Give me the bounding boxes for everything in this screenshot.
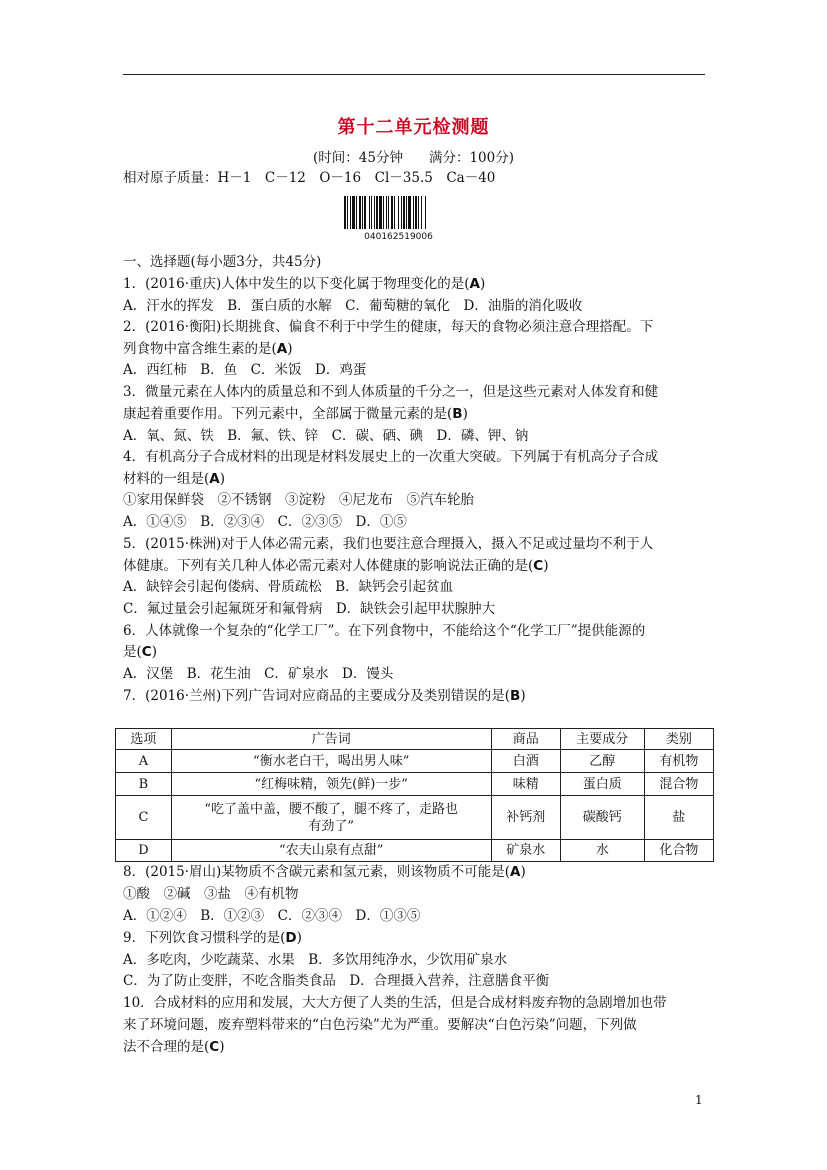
question-4-stem-cont: 材料的一组是(A) [123, 471, 226, 487]
question-4-options: A．①④⑤ B．②③④ C．②③⑤ D．①⑤ [123, 514, 407, 530]
table-header-row [116, 729, 714, 750]
question-8-options: A．①②④ B．①②③ C．②③④ D．①③⑤ [123, 908, 421, 924]
table-row [116, 750, 714, 773]
exam-score: 满分：100分) [428, 150, 514, 166]
question-6-stem: 6．人体就像一个复杂的“化学工厂”。在下列食物中，不能给这个“化学工厂”提供能源的 [123, 623, 646, 639]
table-cell: 有机物 [644, 750, 713, 773]
table-cell: 化合物 [644, 840, 713, 862]
section-heading: 一、选择题(每小题3分，共45分) [123, 254, 322, 270]
table-header: 类别 [644, 729, 713, 750]
answer: B [510, 688, 521, 704]
table-row [116, 840, 714, 862]
question-8-items: ①酸 ②碱 ③盐 ④有机物 [123, 886, 299, 902]
question-6-stem-cont: 是(C) [123, 644, 157, 660]
answer: A [209, 471, 220, 487]
exam-info [0, 146, 827, 166]
answer: B [452, 406, 463, 422]
table-cell: 蛋白质 [560, 773, 644, 796]
table-header: 商品 [491, 729, 560, 750]
table-cell: A [116, 750, 172, 773]
question-3-stem: 3．微量元素在人体内的质量总和不到人体质量的千分之一，但是这些元素对人体发育和健 [123, 384, 659, 400]
table-header: 选项 [116, 729, 172, 750]
table-cell: D [116, 840, 172, 862]
table-row [116, 773, 714, 796]
question-9-options-1: A．多吃肉，少吃蔬菜、水果 B．多饮用纯净水，少饮用矿泉水 [123, 952, 508, 968]
table-cell [171, 796, 491, 840]
table-cell: “农夫山泉有点甜” [171, 840, 491, 862]
question-2-options: A．西红柿 B．鱼 C．米饭 D．鸡蛋 [123, 362, 367, 378]
question-4-stem: 4．有机高分子合成材料的出现是材料发展史上的一次重大突破。下列属于有机高分子合成 [123, 449, 659, 465]
question-3-options: A．氧、氮、铁 B．氟、铁、锌 C．碳、硒、碘 D．磷、钾、钠 [123, 428, 529, 444]
question-10-stem-cont: 来了环境问题，废弃塑料带来的“白色污染”尤为严重。要解决“白色污染”问题，下列做 [123, 1017, 637, 1033]
question-9-stem: 9．下列饮食习惯科学的是(D) [123, 930, 302, 946]
table-cell: “红梅味精，领先(鲜)一步” [171, 773, 491, 796]
question-5-stem: 5．(2015·株洲)对于人体必需元素，我们也要注意合理摄入，摄入不足或过量均不利于人 [123, 536, 654, 552]
table-cell: C [116, 796, 172, 840]
table-cell: 白酒 [491, 750, 560, 773]
table-cell: B [116, 773, 172, 796]
page-title: 第十二单元检测题 [337, 117, 490, 138]
question-8-stem: 8．(2015·眉山)某物质不含碳元素和氢元素，则该物质不可能是(A) [123, 864, 526, 880]
table-cell: 矿泉水 [491, 840, 560, 862]
answer: D [285, 930, 297, 946]
question-3-stem-cont: 康起着重要作用。下列元素中，全部属于微量元素的是(B) [123, 406, 468, 422]
question-5-stem-cont: 体健康。下列有关几种人体必需元素对人体健康的影响说法正确的是(C) [123, 558, 549, 574]
question-2-stem-cont: 列食物中富含维生素的是(A) [123, 341, 293, 357]
answer: A [276, 341, 288, 357]
atomic-mass-line: 相对原子质量：H－1 C－12 O－16 Cl－35.5 Ca－40 [123, 170, 496, 186]
question-10-stem-end: 法不合理的是(C) [123, 1039, 225, 1055]
question-7-stem: 7．(2016·兰州)下列广告词对应商品的主要成分及类别错误的是(B) [123, 688, 526, 704]
ads-table [115, 728, 714, 862]
question-1-stem: 1．(2016·重庆)人体中发生的以下变化属于物理变化的是(A) [123, 276, 486, 292]
table-cell: 水 [560, 840, 644, 862]
table-cell: 味精 [491, 773, 560, 796]
barcode-number: 040162519006 [364, 232, 433, 242]
table-row [116, 796, 714, 840]
question-1-options: A．汗水的挥发 B．蛋白质的水解 C．葡萄糖的氧化 D．油脂的消化吸收 [123, 298, 583, 314]
question-5-options-2: C．氟过量会引起氟斑牙和氟骨病 D．缺铁会引起甲状腺肿大 [123, 601, 496, 617]
table-header: 广告词 [171, 729, 491, 750]
table-cell: 乙醇 [560, 750, 644, 773]
exam-time: (时间：45分钟 [313, 150, 403, 166]
table-cell: 碳酸钙 [560, 796, 644, 840]
page-number: 1 [695, 1093, 703, 1107]
question-5-options-1: A．缺锌会引起佝偻病、骨质疏松 B．缺钙会引起贫血 [123, 579, 454, 595]
answer: C [141, 644, 152, 660]
barcode-image [343, 196, 454, 229]
header-rule [123, 74, 705, 75]
cell-line: “吃了盖中盖，腰不酸了，腿不疼了，走路也 [204, 801, 459, 817]
table-cell: “衡水老白干，喝出男人味” [171, 750, 491, 773]
cell-line: 有劲了” [308, 818, 355, 834]
question-6-options: A．汉堡 B．花生油 C．矿泉水 D．馒头 [123, 666, 394, 682]
question-4-items: ①家用保鲜袋 ②不锈钢 ③淀粉 ④尼龙布 ⑤汽车轮胎 [123, 492, 474, 508]
answer: A [510, 864, 521, 880]
table-cell: 盐 [644, 796, 713, 840]
answer: C [533, 558, 544, 574]
question-10-stem: 10．合成材料的应用和发展，大大方便了人类的生活，但是合成材料废弃物的急剧增加也带 [123, 995, 667, 1011]
question-2-stem: 2．(2016·衡阳)长期挑食、偏食不利于中学生的健康，每天的食物必须注意合理搭配。下 [123, 319, 654, 335]
question-9-options-2: C．为了防止变胖，不吃含脂类食品 D．合理摄入营养，注意膳食平衡 [123, 973, 550, 989]
table-cell: 混合物 [644, 773, 713, 796]
table-cell: 补钙剂 [491, 796, 560, 840]
answer: A [469, 276, 480, 292]
answer: C [209, 1039, 220, 1055]
table-header: 主要成分 [560, 729, 644, 750]
